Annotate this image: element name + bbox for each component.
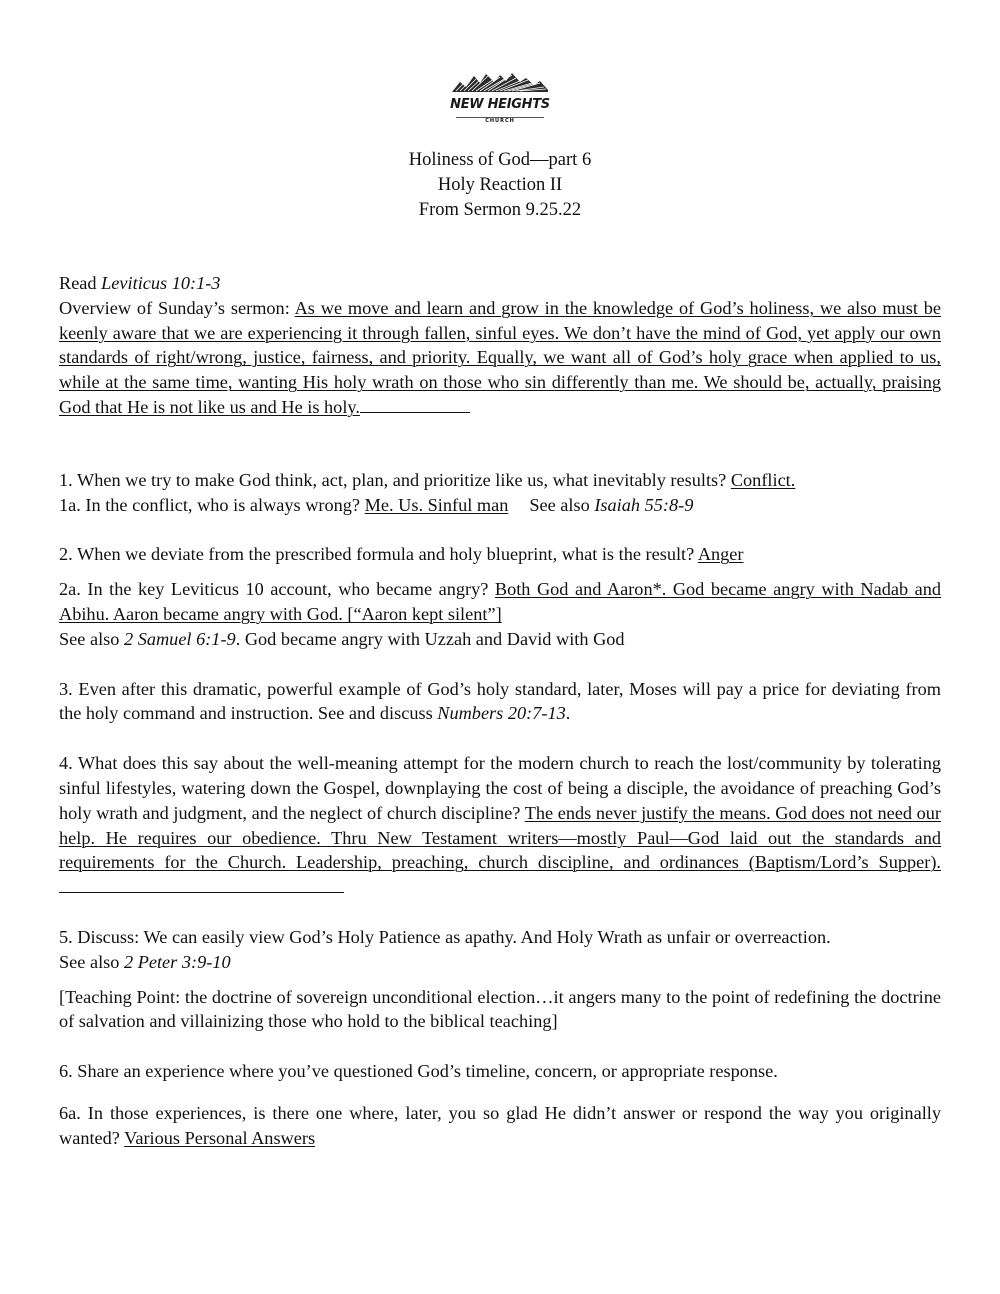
- answer-4: The ends never justify the means. God does not need our help. He requires our obedience. Thru New Testament writers—mostly Paul—God laid out the standards and requirements for the Church. Leadership, preaching, church discipline, and ordinances (Baptism/Lord’s Supper).: [59, 802, 941, 873]
- logo-subtitle: CHURCH: [485, 118, 515, 124]
- scripture-reference: Isaiah 55:8-9: [594, 494, 694, 515]
- answer-6a: Various Personal Answers: [124, 1127, 316, 1148]
- read-passage: Read Leviticus 10:1-3: [59, 273, 221, 293]
- document-title: Holiness of God—part 6: [408, 150, 592, 170]
- logo-wordmark: NEW HEIGHTS: [450, 97, 550, 112]
- answer-blank: [360, 411, 470, 413]
- question-6: 6. Share an experience where you’ve questioned God’s timeline, concern, or appropriate response.: [59, 1061, 778, 1082]
- question-2a: 2a. In the key Leviticus 10 account, who became angry? Both God and Aaron*. God became angry with Nadab and Abihu. Aaron became angry with God. [“Aaron kept silent”]: [59, 579, 942, 624]
- question-2a-reference: See also 2 Samuel 6:1-9. God became angry with Uzzah and David with God: [59, 628, 625, 649]
- question-4: 4. What does this say about the well-meaning attempt for the modern church to reach the lost/community by tolerating sinful lifestyles, watering down the Gospel, downplaying the cost of being a disciple, the avoidance of preaching God’s holy wrath and judgment, and the neglect of church discipline? The ends never justify the means. God does not need our help. He requires our obedience. Thru New Testament writers—mostly Paul—God laid out the standards and requirements for the Church. Leadership, preaching, church discipline, and ordinances (Baptism/Lord’s Supper).: [59, 751, 941, 900]
- sermon-date: From Sermon 9.25.22: [418, 200, 582, 220]
- scripture-reference: Numbers 20:7-13: [437, 703, 566, 724]
- question-2: 2. When we deviate from the prescribed formula and holy blueprint, what is the result? Anger: [59, 544, 744, 565]
- scripture-reference: 2 Samuel 6:1-9: [123, 628, 236, 649]
- question-6a: 6a. In those experiences, is there one where, later, you so glad He didn’t answer or respond the way you originally wanted? Various Personal Answers: [59, 1102, 941, 1148]
- answer-blank: [59, 891, 344, 893]
- overview-label: Overview of Sunday’s sermon:: [59, 297, 295, 318]
- scripture-reference: Leviticus 10:1-3: [101, 273, 221, 293]
- answer-1: Conflict.: [730, 469, 796, 490]
- document-subtitle: Holy Reaction II: [437, 175, 563, 195]
- church-logo: [446, 70, 554, 126]
- sermon-overview: [59, 296, 941, 420]
- question-1: 1. When we try to make God think, act, plan, and prioritize like us, what inevitably results? Conflict.: [59, 469, 796, 490]
- overview-text: As we move and learn and grow in the knowledge of God’s holiness, we also must be keenly aware that we are experiencing it through fallen, sinful eyes. We don’t have the mind of God, yet apply our own standards of right/wrong, justice, fairness, and priority. Equally, we want all of God’s holy grace when applied to us, while at the same time, wanting His holy wrath on those who sin differently than me. We should be, actually, praising God that He is not like us and He is holy.: [59, 297, 941, 417]
- worksheet-body: [59, 271, 941, 1151]
- question-5-reference: See also 2 Peter 3:9-10: [59, 951, 231, 972]
- question-3: 3. Even after this dramatic, powerful example of God’s holy standard, later, Moses will pay a price for deviating from the holy command and instruction. See and discuss Numbers 20:7-13.: [59, 678, 941, 724]
- question-5: 5. Discuss: We can easily view God’s Holy Patience as apathy. And Holy Wrath as unfair or overreaction.: [59, 926, 831, 947]
- scripture-reference: 2 Peter 3:9-10: [123, 951, 231, 972]
- answer-1a: Me. Us. Sinful man: [364, 494, 509, 515]
- question-1a: 1a. In the conflict, who is always wrong? Me. Us. Sinful man See also Isaiah 55:8-9: [59, 494, 694, 515]
- mountain-peaks-icon: [446, 70, 554, 100]
- answer-2a: Both God and Aaron*. God became angry with Nadab and Abihu. Aaron became angry with God. [“Aaron kept silent”]: [59, 579, 942, 624]
- document-header: [0, 148, 1000, 223]
- teaching-point: [Teaching Point: the doctrine of sovereign unconditional election…it angers many to the point of redefining the doctrine of salvation and villainizing those who hold to the biblical teaching]: [59, 986, 941, 1032]
- answer-2: Anger: [697, 544, 744, 565]
